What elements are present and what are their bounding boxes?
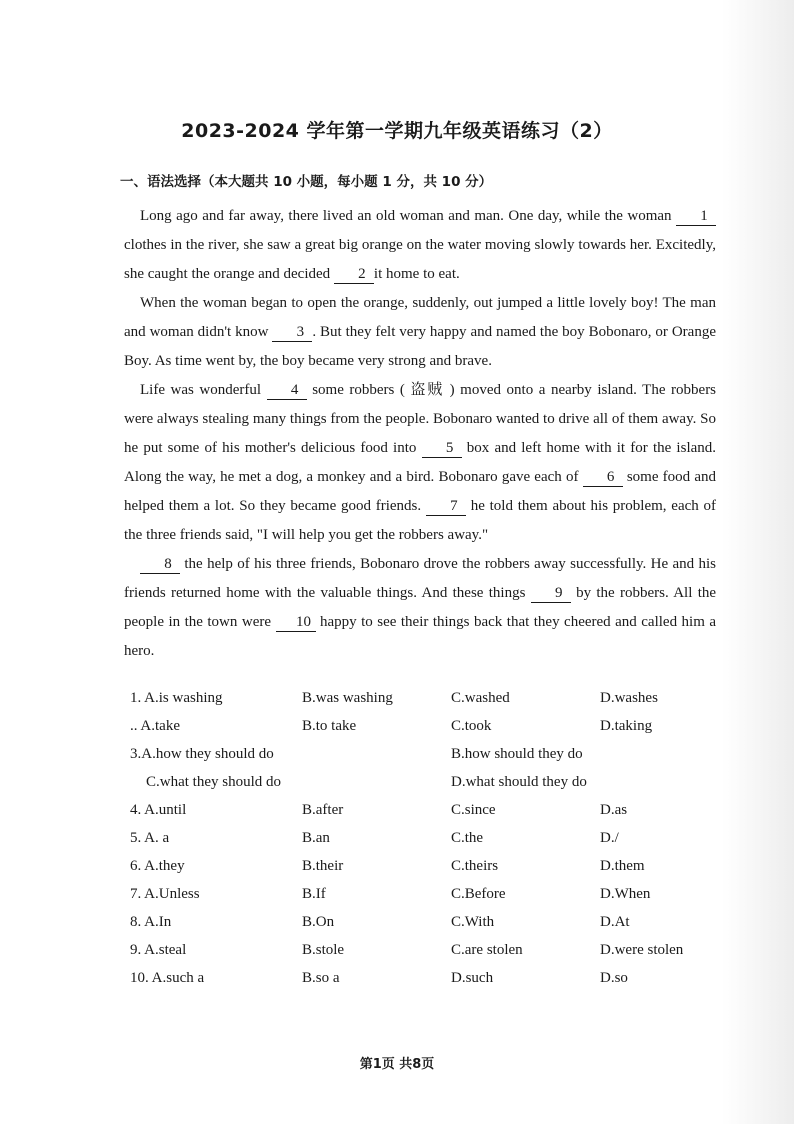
option-3-b: B.how should they do: [451, 746, 583, 762]
question-3-options-row-2: [128, 770, 718, 798]
option-2-d: D.taking: [600, 718, 653, 734]
option-5-a: 5. A. a: [130, 830, 170, 846]
question-9-options: [128, 938, 718, 966]
option-5-d: D./: [600, 830, 619, 846]
option-1-a: 1. A.is washing: [130, 690, 223, 706]
blank-6: 6: [583, 469, 623, 487]
passage-paragraph-3: [124, 376, 716, 550]
question-5-options: [128, 826, 718, 854]
option-6-c: C.theirs: [451, 858, 499, 874]
option-7-c: C.Before: [451, 886, 506, 902]
blank-5: 5: [422, 440, 462, 458]
option-6-d: D.them: [600, 858, 645, 874]
question-6-options: [128, 854, 718, 882]
question-4-options: [128, 798, 718, 826]
section-heading: 一、语法选择（本大题共 10 小题，每小题 1 分，共 10 分）: [120, 174, 493, 190]
option-2-c: C.took: [451, 718, 492, 734]
blank-10: 10: [276, 614, 316, 632]
passage-paragraph-4: [124, 550, 716, 666]
option-1-b: B.was washing: [302, 690, 393, 706]
blank-7: 7: [426, 498, 466, 516]
option-8-b: B.On: [302, 914, 335, 930]
option-5-c: C.the: [451, 830, 484, 846]
option-1-c: C.washed: [451, 690, 510, 706]
question-7-options: [128, 882, 718, 910]
option-7-b: B.If: [302, 886, 326, 902]
passage-text: Life was wonderful: [140, 382, 262, 398]
option-9-b: B.stole: [302, 942, 345, 958]
option-5-b: B.an: [302, 830, 330, 846]
option-4-a: 4. A.until: [130, 802, 187, 818]
passage-text: it home to eat.: [373, 266, 460, 282]
blank-8: 8: [140, 556, 180, 574]
option-9-a: 9. A.steal: [130, 942, 187, 958]
passage-text: by the robbers. All the people in the town were: [124, 585, 717, 630]
passage-text: When the woman began to open the orange, suddenly, out jumped a little lovely boy! The man and woman didn't know: [124, 295, 716, 340]
option-7-a: 7. A.Unless: [130, 886, 200, 902]
option-9-d: D.were stolen: [600, 942, 684, 958]
answer-options: [128, 686, 718, 994]
option-10-c: D.such: [451, 970, 494, 986]
question-1-options: [128, 686, 718, 714]
blank-3: 3: [272, 324, 312, 342]
passage-text: box and left home with it for the island. Along the way, he met a dog, a monkey and a bird. Bobonaro gave each of: [124, 440, 717, 485]
option-1-d: D.washes: [600, 690, 658, 706]
passage-text: the help of his three friends, Bobonaro drove the robbers away successfully. He and his friends returned home with the valuable things. And these things: [124, 556, 717, 601]
option-6-b: B.their: [302, 858, 344, 874]
option-10-b: B.so a: [302, 970, 340, 986]
passage-text: . But they felt very happy and named the boy Bobonaro, or Orange Boy. As time went by, the boy became very strong and brave.: [124, 324, 716, 369]
passage-text: clothes in the river, she saw a great big orange on the water moving slowly towards her. Excitedly, she caught the orange and decided: [124, 237, 716, 282]
question-10-options: [128, 966, 718, 994]
option-3-c: C.what they should do: [146, 774, 281, 790]
passage-paragraph-1: [124, 202, 716, 289]
passage-text: happy to see their things back that they cheered and called him a hero.: [124, 614, 717, 659]
page-footer: 第1页 共8页: [359, 1057, 435, 1072]
question-2-options: [128, 714, 718, 742]
option-4-b: B.after: [302, 802, 344, 818]
option-9-c: C.are stolen: [451, 942, 523, 958]
option-2-a: .. A.take: [130, 718, 180, 734]
question-3-options-row-1: [128, 742, 718, 770]
option-3-a: 3.A.how they should do: [130, 746, 274, 762]
passage-paragraph-2: [124, 289, 716, 376]
passage-text: he told them about his problem, each of the three friends said, "I will help you get the robbers away.": [124, 498, 717, 543]
option-8-c: C.With: [451, 914, 495, 930]
option-7-d: D.When: [600, 886, 651, 902]
reading-passage: [124, 202, 716, 666]
option-10-d: D.so: [600, 970, 628, 986]
page-title: 2023-2024 学年第一学期九年级英语练习（2）: [181, 120, 613, 142]
blank-9: 9: [531, 585, 571, 603]
scan-edge-shadow: [722, 0, 794, 1124]
option-10-a: 10. A.such a: [130, 970, 205, 986]
option-4-c: C.since: [451, 802, 496, 818]
option-4-d: D.as: [600, 802, 628, 818]
option-3-d: D.what should they do: [451, 774, 587, 790]
question-8-options: [128, 910, 718, 938]
passage-text: some robbers ( 盗贼 ) moved onto a nearby island. The robbers were always stealing many things from the people. Bobonaro wanted to drive all of them away. So he put some of his mother's delicious food into: [124, 382, 717, 456]
option-2-b: B.to take: [302, 718, 357, 734]
blank-2: 2: [334, 266, 374, 284]
passage-text: Long ago and far away, there lived an old woman and man. One day, while the woman: [140, 208, 672, 224]
option-6-a: 6. A.they: [130, 858, 185, 874]
option-8-d: D.At: [600, 914, 630, 930]
passage-text: some food and helped them a lot. So they became good friends.: [124, 469, 717, 514]
blank-4: 4: [267, 382, 307, 400]
blank-1: 1: [676, 208, 716, 226]
option-8-a: 8. A.In: [130, 914, 172, 930]
